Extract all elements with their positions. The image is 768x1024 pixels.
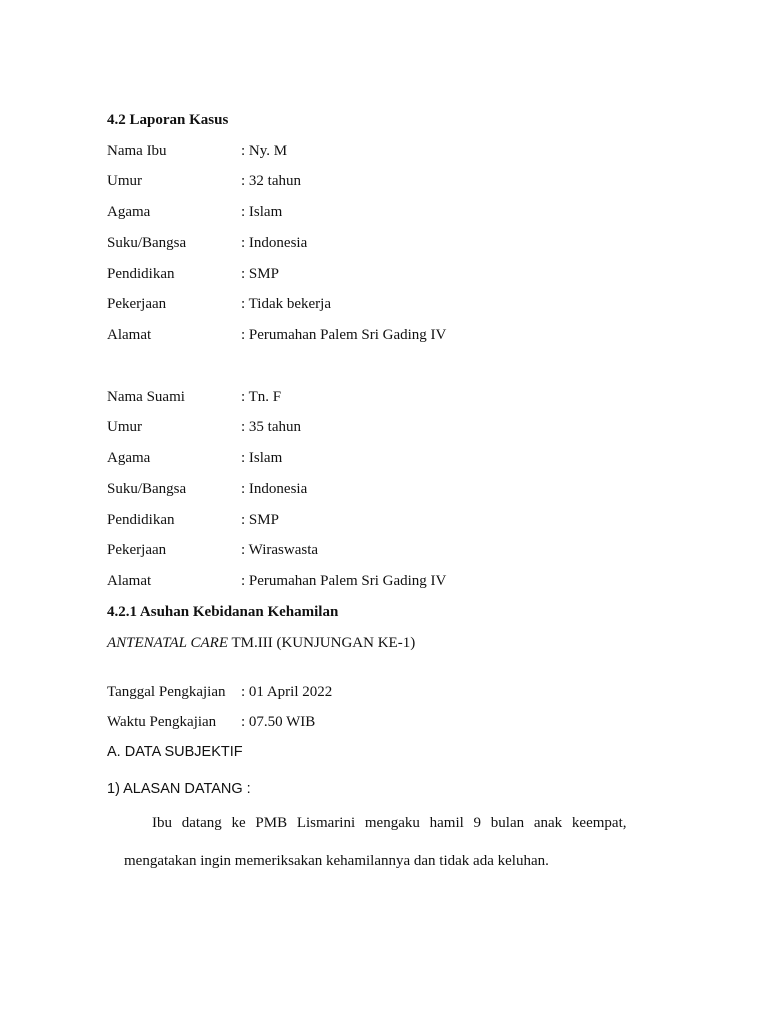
ibu-label-suku: Suku/Bangsa [107, 235, 187, 251]
suami-label-pekerjaan: Pekerjaan [107, 542, 167, 558]
pengkajian-label-waktu: Waktu Pengkajian [107, 714, 217, 730]
ibu-label-pekerjaan: Pekerjaan [107, 296, 167, 312]
ibu-label-pendidikan: Pendidikan [107, 266, 175, 282]
ibu-value-umur: : 32 tahun [241, 173, 301, 189]
ibu-label-nama: Nama Ibu [107, 143, 167, 159]
pengkajian-value-waktu: : 07.50 WIB [241, 714, 316, 730]
anc-italic: ANTENATAL CARE [107, 635, 228, 651]
pengkajian-value-tanggal: : 01 April 2022 [241, 684, 333, 700]
suami-label-suku: Suku/Bangsa [107, 481, 187, 497]
alasan-datang-heading: 1) ALASAN DATANG : [107, 781, 251, 797]
pengkajian-label-tanggal: Tanggal Pengkajian [107, 684, 226, 700]
ibu-value-alamat: : Perumahan Palem Sri Gading IV [241, 327, 447, 343]
suami-value-alamat: : Perumahan Palem Sri Gading IV [241, 573, 447, 589]
ibu-value-pendidikan: : SMP [241, 266, 279, 282]
suami-value-pendidikan: : SMP [241, 512, 279, 528]
paragraph-line-2: mengatakan ingin memeriksakan kehamilannya dan tidak ada keluhan. [124, 853, 549, 869]
subsection-title: 4.2.1 Asuhan Kebidanan Kehamilan [107, 604, 339, 620]
ibu-value-suku: : Indonesia [241, 235, 308, 251]
ibu-label-umur: Umur [107, 173, 142, 189]
ibu-value-nama: : Ny. M [241, 143, 288, 159]
ibu-value-agama: : Islam [241, 204, 283, 220]
suami-label-umur: Umur [107, 419, 142, 435]
suami-label-nama: Nama Suami [107, 389, 185, 405]
suami-label-agama: Agama [107, 450, 151, 466]
anc-rest: TM.III (KUNJUNGAN KE-1) [228, 635, 416, 651]
suami-value-umur: : 35 tahun [241, 419, 301, 435]
suami-value-pekerjaan: : Wiraswasta [241, 542, 319, 558]
suami-value-nama: : Tn. F [241, 389, 282, 405]
data-subjektif-heading: A. DATA SUBJEKTIF [107, 744, 243, 760]
ibu-label-agama: Agama [107, 204, 151, 220]
suami-value-agama: : Islam [241, 450, 283, 466]
suami-label-alamat: Alamat [107, 573, 152, 589]
suami-value-suku: : Indonesia [241, 481, 308, 497]
ibu-value-pekerjaan: : Tidak bekerja [241, 296, 331, 312]
ibu-label-alamat: Alamat [107, 327, 152, 343]
paragraph-line-1: Ibu datang ke PMB Lismarini mengaku hamil 9 bulan anak keempat, [152, 815, 627, 831]
section-title: 4.2 Laporan Kasus [107, 112, 229, 128]
suami-label-pendidikan: Pendidikan [107, 512, 175, 528]
anc-heading [107, 634, 415, 652]
